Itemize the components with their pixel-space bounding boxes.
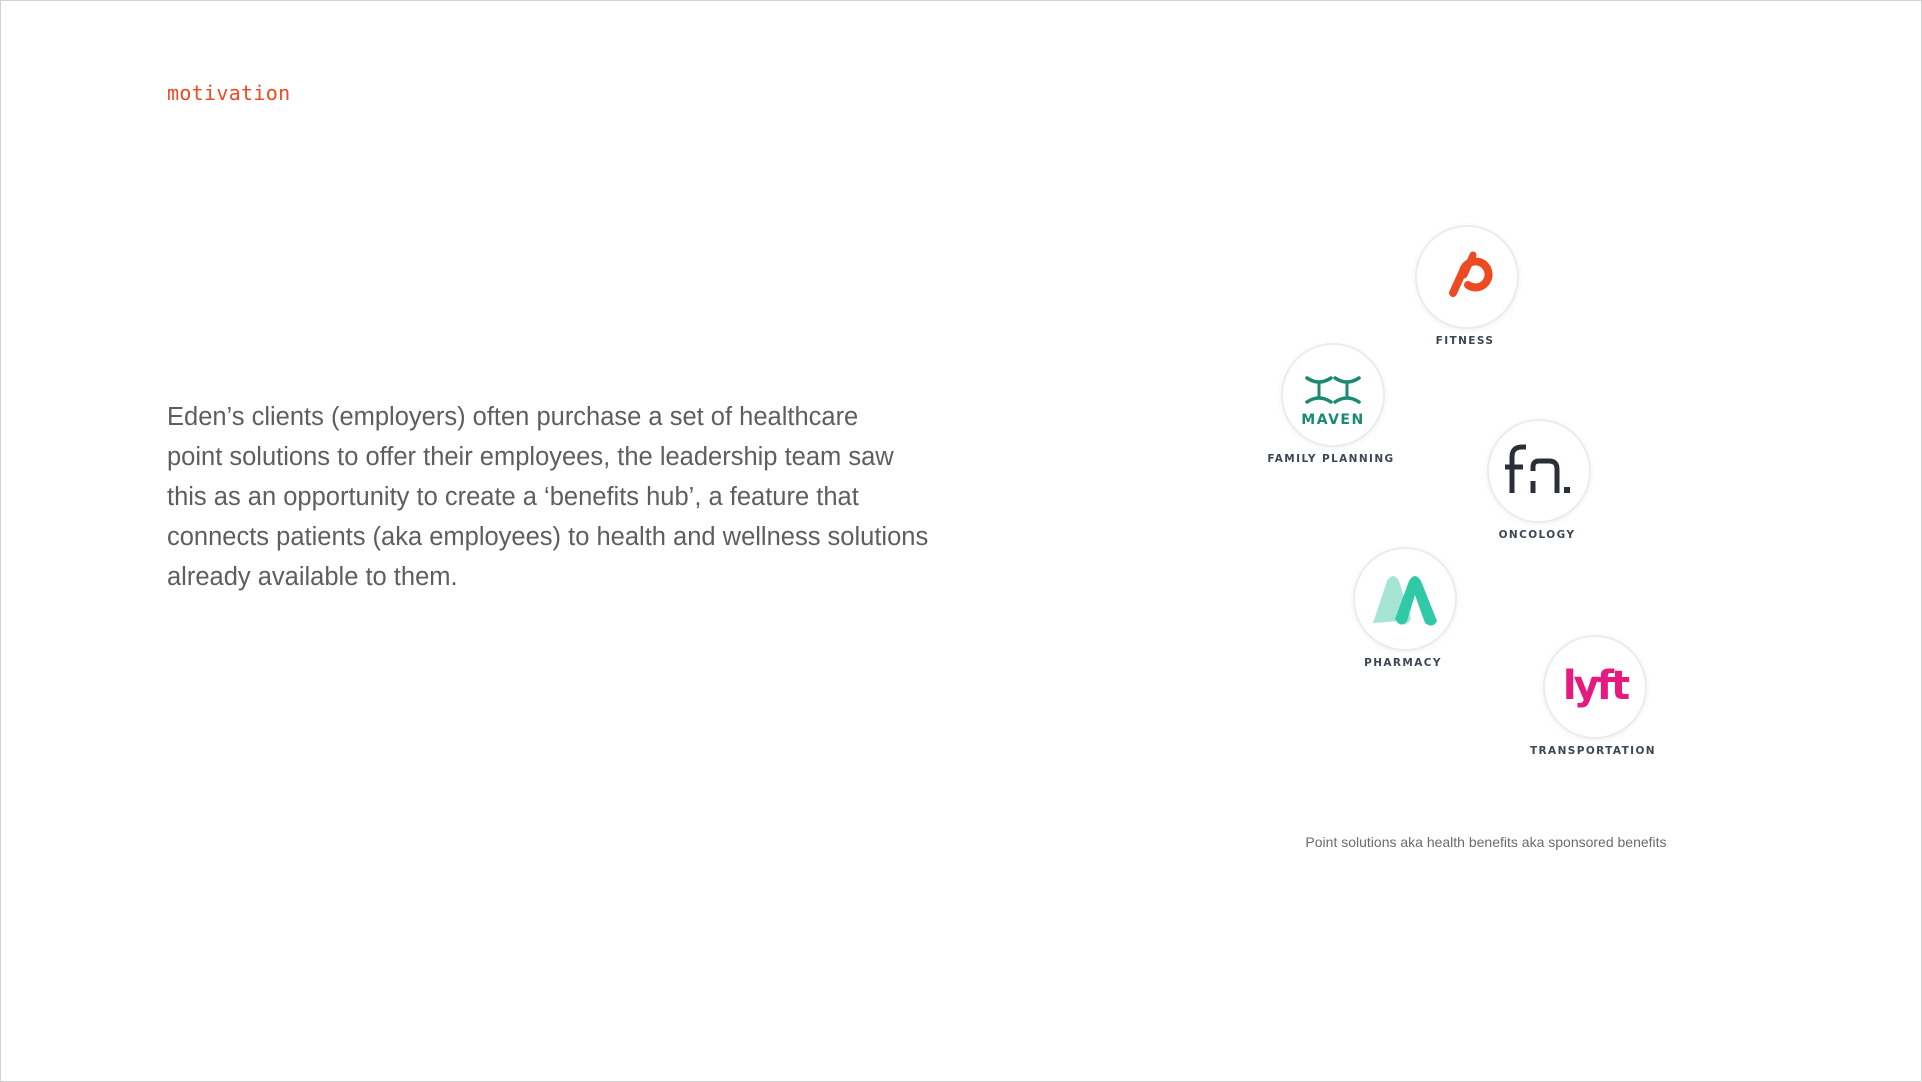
body-line: point solutions to offer their employees, the leadership team saw	[167, 443, 894, 471]
lyft-logo-icon	[1543, 635, 1647, 739]
body-line: already available to them.	[167, 563, 458, 591]
body-paragraph	[167, 397, 929, 597]
category-label: FAMILY PLANNING	[1267, 453, 1395, 465]
section-label: motivation	[167, 81, 291, 105]
body-line: Eden’s clients (employers) often purchase a set of healthcare	[167, 403, 859, 431]
category-label: ONCOLOGY	[1498, 529, 1576, 541]
peloton-logo-icon	[1415, 225, 1519, 329]
category-label: PHARMACY	[1364, 657, 1442, 669]
body-line: this as an opportunity to create a ‘benefits hub’, a feature that	[167, 483, 859, 511]
caption: Point solutions aka health benefits aka sponsored benefits	[1305, 834, 1667, 850]
category-label: FITNESS	[1435, 335, 1495, 347]
maven-wordmark: MAVEN	[1301, 412, 1365, 428]
m-logo-icon	[1353, 547, 1457, 651]
body-line: connects patients (aka employees) to health and wellness solutions	[167, 523, 929, 551]
lyft-wordmark: lyft	[1562, 663, 1628, 709]
maven-logo-icon	[1281, 343, 1385, 447]
category-label: TRANSPORTATION	[1530, 745, 1656, 757]
fn-logo-icon	[1487, 419, 1591, 523]
